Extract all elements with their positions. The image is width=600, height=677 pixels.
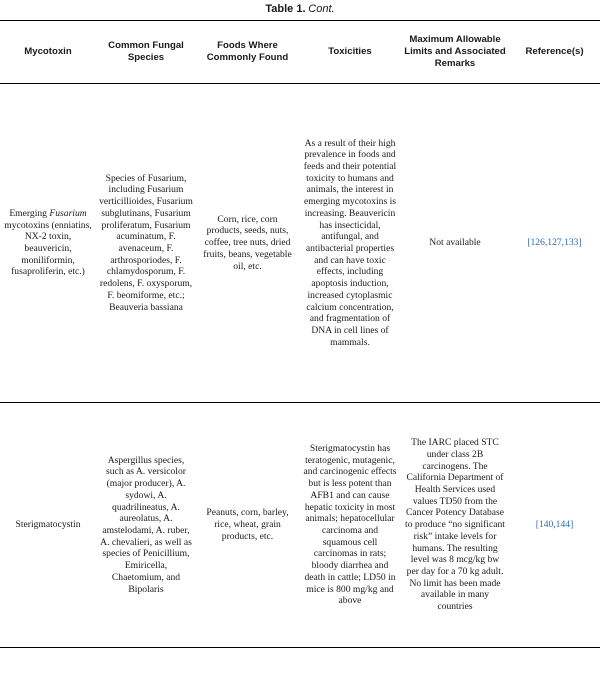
table-row — [0, 403, 600, 648]
cell-limits: Not available — [401, 84, 509, 403]
table-caption-suffix: Cont. — [308, 3, 335, 15]
mycotoxin-table — [0, 20, 600, 648]
cell-references[interactable]: [140,144] — [509, 403, 600, 648]
table-caption — [0, 0, 600, 17]
mycotoxin-genus: Fusarium — [49, 207, 87, 219]
header-mycotoxin: Mycotoxin — [0, 21, 96, 84]
cell-foods: Peanuts, corn, barley, rice, wheat, grain products, etc. — [196, 403, 299, 648]
mycotoxin-text: Emerging — [9, 207, 50, 219]
table-caption-label: Table 1. — [265, 3, 306, 15]
cell-toxicities: Sterigmatocystin has teratogenic, mutagenic, and carcinogenic effects but is less potent than AFB1 and can cause hepatic toxicity in most animals; hepatocellular carcinoma and squamous cell carcinomas in rats; bloody diarrhea and death in cattle; LD50 in mice is 800 mg/kg and above — [299, 403, 401, 648]
cell-species — [96, 84, 196, 403]
header-references: Reference(s) — [509, 21, 600, 84]
table-row — [0, 84, 600, 403]
header-fungal-species: Common Fungal Species — [96, 21, 196, 84]
header-foods: Foods Where Commonly Found — [196, 21, 299, 84]
mycotoxin-text-rest: mycotoxins (enniatins, NX-2 toxin, beauvericin, moniliformin, fusaproliferin, etc.) — [4, 219, 92, 278]
header-row — [0, 21, 600, 84]
cell-species: Aspergillus species, such as A. versicolor (major producer), A. sydowi, A. quadrilineatus, A. aureolatus, A. amstelodami, A. ruber, A. chevalieri, as well as species of Penicillium, Emiricella, Chaetomium, and Bipolaris — [96, 403, 196, 648]
header-toxicities: Toxicities — [299, 21, 401, 84]
cell-limits: The IARC placed STC under class 2B carcinogens. The California Department of Health Services used values TD50 from the Cancer Potency Database to produce “no significant risk” intake levels for humans. The resulting level was 8 mcg/kg bw per day for a 70 kg adult. No limit has been made available in many countries — [401, 403, 509, 648]
header-limits: Maximum Allowable Limits and Associated Remarks — [401, 21, 509, 84]
species-text: Species of Fusarium, including Fusarium verticillioides, Fusarium subglutinans, Fusarium proliferatum, Fusarium acuminatum, F. avenaceum, F. arthrosporiodes, F. chlamydosporum, F. redolens, F. oxysporum, F. beomiforme, etc.; Beauveria bassiana — [99, 172, 193, 313]
cell-references[interactable]: [126,127,133] — [509, 84, 600, 403]
cell-toxicities: As a result of their high prevalence in foods and feeds and their potential toxicity to humans and animals, the interest in emerging mycotoxins is increasing. Beauvericin has insecticidal, antifungal, and antibacterial properties and can have toxic effects, including apoptosis induction, increased cytoplasmic calcium concentration, and fragmentation of DNA in cell lines of mammals. — [299, 84, 401, 403]
cell-mycotoxin — [0, 84, 96, 403]
cell-mycotoxin: Sterigmatocystin — [0, 403, 96, 648]
cell-foods: Corn, rice, corn products, seeds, nuts, coffee, tree nuts, dried fruits, beans, vegetable oil, etc. — [196, 84, 299, 403]
